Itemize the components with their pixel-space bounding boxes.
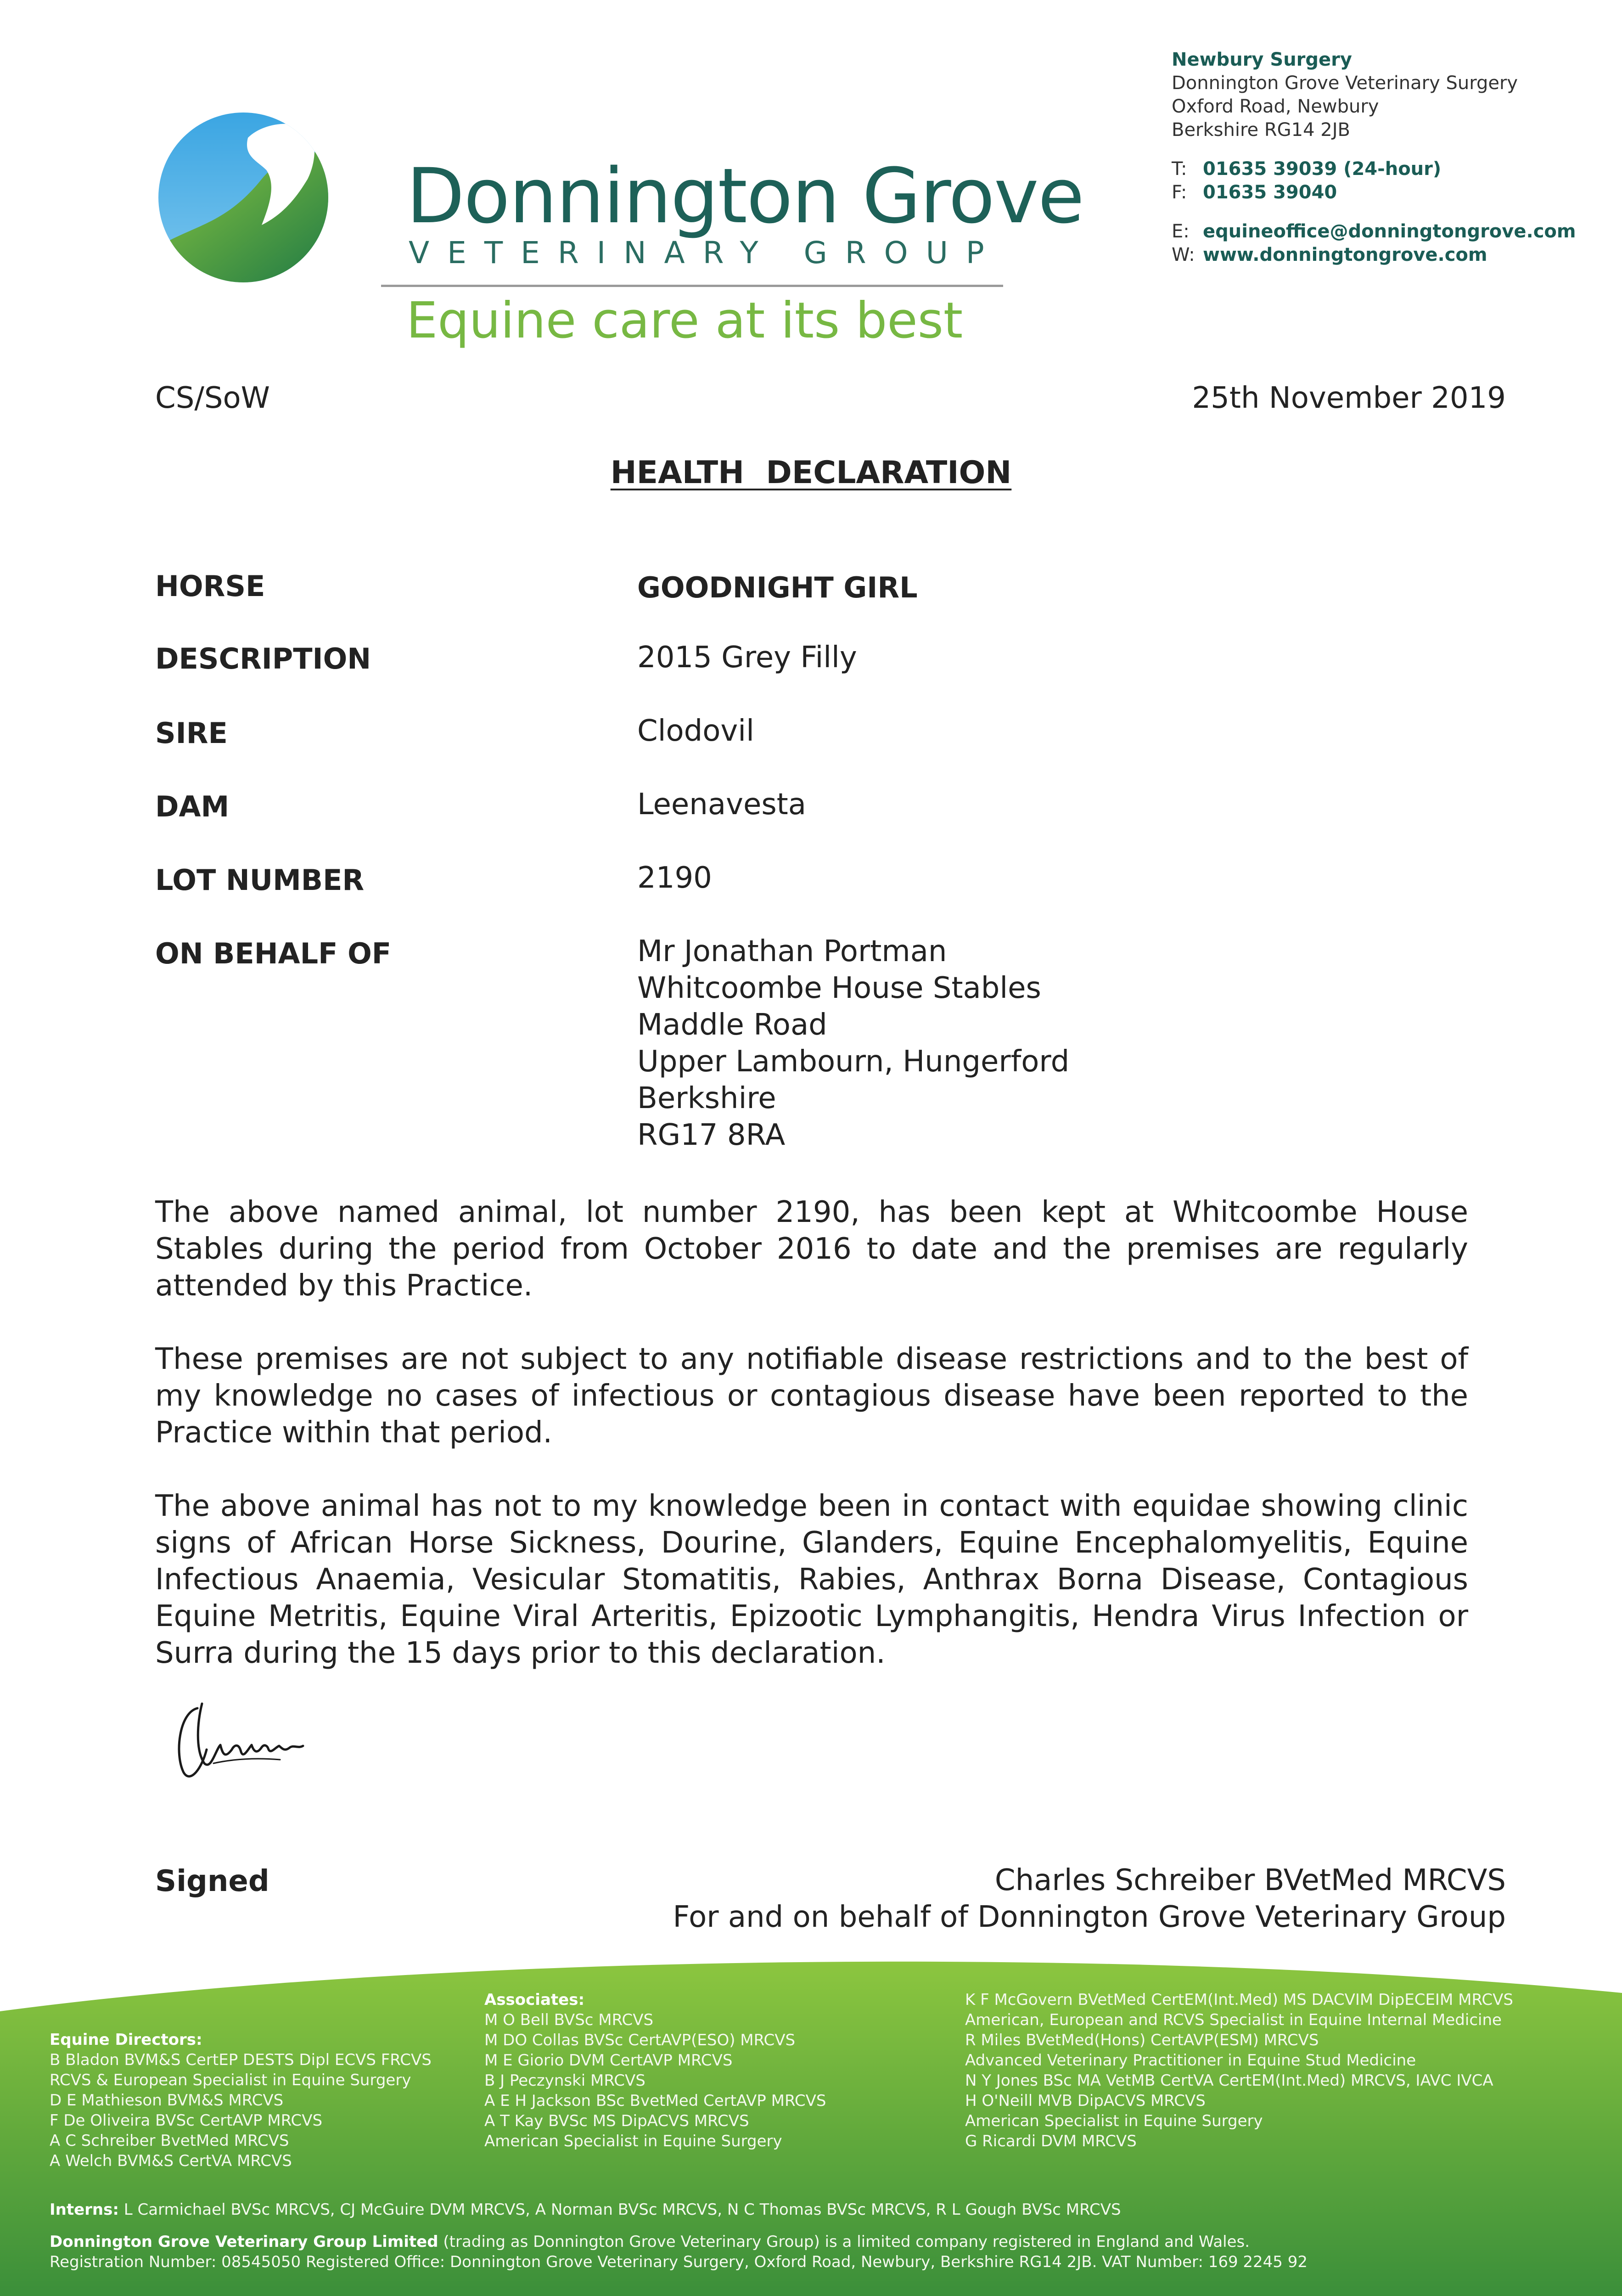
address-line: Whitcoombe House Stables bbox=[637, 971, 1041, 1005]
director-entry: A C Schreiber BvetMed MRCVS bbox=[50, 2132, 289, 2150]
brand-name: Donnington Grove bbox=[406, 152, 1084, 240]
address-line: Berkshire bbox=[637, 1081, 776, 1115]
company-name: Donnington Grove Veterinary Group Limited bbox=[50, 2233, 438, 2251]
contact-block bbox=[1172, 48, 1576, 267]
email-row bbox=[1172, 220, 1576, 243]
associate-entry: G Ricardi DVM MRCVS bbox=[965, 2132, 1137, 2150]
signer-block bbox=[673, 1862, 1506, 1936]
declaration-paragraph: These premises are not subject to any notifiable disease restrictions and to the best of my knowledge no cases of infectious or contagious disease have been reported to the Practice within that period. bbox=[155, 1342, 1468, 1450]
director-entry: A Welch BVM&S CertVA MRCVS bbox=[50, 2152, 292, 2170]
director-entry: B Bladon BVM&S CertEP DESTS Dipl ECVS FRCVS bbox=[50, 2051, 432, 2069]
declaration-paragraph: The above named animal, lot number 2190, has been kept at Whitcoombe House Stables during the period from October 2016 to date and the premises are regularly attended by this Practice. bbox=[155, 1195, 1468, 1303]
letter-date: 25th November 2019 bbox=[1192, 381, 1506, 415]
field-value-horse: GOODNIGHT GIRL bbox=[637, 571, 918, 604]
address-line: RG17 8RA bbox=[637, 1118, 786, 1152]
associate-entry: A T Kay BVSc MS DipACVS MRCVS bbox=[484, 2112, 749, 2130]
director-entry: D E Mathieson BVM&S MRCVS bbox=[50, 2091, 284, 2110]
associate-entry: A E H Jackson BSc BvetMed CertAVP MRCVS bbox=[484, 2092, 826, 2110]
address-line: Maddle Road bbox=[637, 1008, 827, 1042]
associate-entry: M DO Collas BVSc CertAVP(ESO) MRCVS bbox=[484, 2031, 796, 2049]
associates-heading: Associates: bbox=[484, 1991, 585, 2009]
email-label: E: bbox=[1172, 221, 1190, 242]
letter-reference: CS/SoW bbox=[155, 381, 270, 415]
associate-entry: American Specialist in Equine Surgery bbox=[484, 2132, 782, 2150]
telephone-number[interactable]: 01635 39039 (24-hour) bbox=[1203, 158, 1442, 180]
associate-entry: American Specialist in Equine Surgery bbox=[965, 2112, 1263, 2130]
associates-column-2 bbox=[965, 1990, 1513, 2151]
address-line: Oxford Road, Newbury bbox=[1172, 96, 1379, 117]
director-entry: RCVS & European Specialist in Equine Surgery bbox=[50, 2071, 411, 2089]
registration-details: Registration Number: 08545050 Registered Office: Donnington Grove Veterinary Surgery, Oxford Road, Newbury, Berkshire RG14 2JB. VAT Number: 169 2245 92 bbox=[50, 2253, 1308, 2271]
signer-name: Charles Schreiber BVetMed MRCVS bbox=[994, 1863, 1506, 1897]
associate-entry: N Y Jones BSc MA VetMB CertVA CertEM(Int.Med) MRCVS, IAVC IVCA bbox=[965, 2071, 1493, 2090]
field-label-sire: SIRE bbox=[155, 716, 228, 750]
fax-label: F: bbox=[1172, 182, 1187, 203]
signer-role: For and on behalf of Donnington Grove Veterinary Group bbox=[673, 1900, 1506, 1934]
logo-divider bbox=[381, 285, 1003, 287]
web-label: W: bbox=[1172, 244, 1195, 265]
field-label-horse: HORSE bbox=[155, 569, 265, 603]
address-line: Berkshire RG14 2JB bbox=[1172, 119, 1350, 141]
associate-entry: M E Giorio DVM CertAVP MRCVS bbox=[484, 2051, 733, 2070]
field-value-on-behalf-of bbox=[637, 933, 1069, 1154]
associate-entry: R Miles BVetMed(Hons) CertAVP(ESM) MRCVS bbox=[965, 2031, 1319, 2049]
address-line: Donnington Grove Veterinary Surgery bbox=[1172, 73, 1518, 94]
field-label-lot-number: LOT NUMBER bbox=[155, 863, 365, 897]
company-info bbox=[50, 2232, 1308, 2272]
associates-column bbox=[484, 1990, 826, 2151]
field-label-on-behalf-of: ON BEHALF OF bbox=[155, 937, 392, 970]
field-label-dam: DAM bbox=[155, 790, 230, 823]
interns-label: Interns: bbox=[50, 2200, 119, 2219]
associate-entry: American, European and RCVS Specialist in Equine Internal Medicine bbox=[965, 2011, 1502, 2029]
field-value-description: 2015 Grey Filly bbox=[637, 641, 857, 675]
fax-number: 01635 39040 bbox=[1203, 182, 1337, 203]
declaration-paragraph: The above animal has not to my knowledge been in contact with equidae showing clinic signs of African Horse Sickness, Dourine, Glanders, Equine Encephalomyelitis, Equine Infectious Anaemia, Vesicular Stomatitis, Rabies, Anthrax Borna Disease, Contagious Equine Metritis, Equine Viral Arteritis, Epizootic Lymphangitis, Hendra Virus Infection or Surra during the 15 days prior to this declaration. bbox=[155, 1489, 1468, 1670]
directors-column bbox=[50, 2030, 432, 2171]
interns-line bbox=[50, 2200, 1121, 2220]
web-row bbox=[1172, 243, 1576, 267]
address-line: Upper Lambourn, Hungerford bbox=[637, 1045, 1070, 1079]
company-description: (trading as Donnington Grove Veterinary Group) is a limited company registered in England and Wales. bbox=[443, 2233, 1250, 2251]
telephone-row bbox=[1172, 158, 1576, 181]
email-link[interactable]: equineoffice@donningtongrove.com bbox=[1203, 221, 1576, 242]
field-value-sire: Clodovil bbox=[637, 714, 754, 748]
directors-heading: Equine Directors: bbox=[50, 2031, 202, 2049]
field-label-description: DESCRIPTION bbox=[155, 642, 371, 675]
website-link[interactable]: www.donningtongrove.com bbox=[1203, 244, 1487, 265]
signed-label: Signed bbox=[155, 1864, 269, 1898]
fax-row bbox=[1172, 181, 1576, 204]
associate-entry: B J Peczynski MRCVS bbox=[484, 2071, 645, 2090]
document-title: HEALTH DECLARATION bbox=[610, 455, 1012, 491]
telephone-label: T: bbox=[1172, 158, 1187, 180]
field-value-dam: Leenavesta bbox=[637, 788, 806, 822]
address-line: Mr Jonathan Portman bbox=[637, 934, 947, 968]
field-value-lot-number: 2190 bbox=[637, 861, 712, 895]
associate-entry: K F McGovern BVetMed CertEM(Int.Med) MS DACVIM DipECEIM MRCVS bbox=[965, 1991, 1513, 2009]
brand-subtitle: VETERINARY GROUP bbox=[409, 235, 1002, 270]
director-entry: F De Oliveira BVSc CertAVP MRCVS bbox=[50, 2111, 323, 2130]
associate-entry: H O'Neill MVB DipACVS MRCVS bbox=[965, 2092, 1206, 2110]
surgery-name: Newbury Surgery bbox=[1172, 49, 1352, 70]
associate-entry: Advanced Veterinary Practitioner in Equine Stud Medicine bbox=[965, 2051, 1416, 2070]
interns-list: L Carmichael BVSc MRCVS, CJ McGuire DVM MRCVS, A Norman BVSc MRCVS, N C Thomas BVSc MRCVS, R L Gough BVSc MRCVS bbox=[123, 2200, 1121, 2219]
brand-tagline: Equine care at its best bbox=[406, 292, 963, 349]
logo-horse-icon bbox=[156, 110, 331, 285]
associate-entry: M O Bell BVSc MRCVS bbox=[484, 2011, 654, 2029]
handwritten-signature bbox=[170, 1694, 312, 1786]
